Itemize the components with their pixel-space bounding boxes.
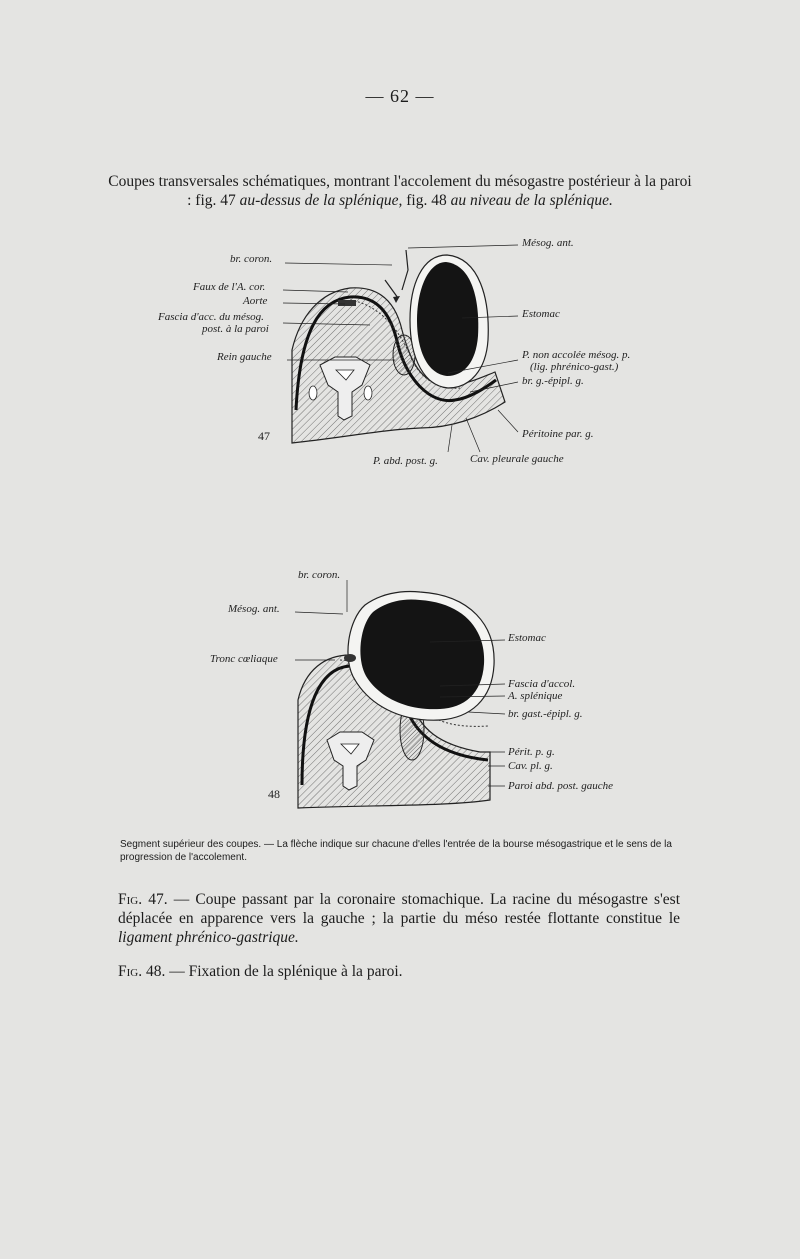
label-br-gast-48: br. gast.-épipl. g.	[508, 708, 583, 720]
label-a-splen-48: A. splénique	[508, 690, 563, 702]
caption-48-text: — Fixation de la splénique à la paroi.	[169, 963, 403, 980]
label-mesog-ant-47: Mésog. ant.	[522, 237, 574, 249]
stomach-cavity-47	[417, 262, 478, 376]
label-fascia-48: Fascia d'accol.	[508, 678, 576, 690]
caption-47-italic: ligament phrénico-gastrique.	[118, 929, 299, 946]
label-p-abd-47: P. abd. post. g.	[373, 455, 438, 467]
label-perit-48: Périt. p. g.	[508, 746, 555, 758]
caption-47-text: — Coupe passant par la coronaire stomachique. La racine du mésogastre s'est déplacée en apparence vers la gauche ; la partie du méso restée flottante constitue le	[118, 891, 681, 927]
caption-fig-48	[118, 962, 680, 981]
label-br-coron-47: br. coron.	[230, 253, 273, 265]
label-aorte-47: Aorte	[243, 295, 268, 307]
label-br-epipl-47: br. g.-épipl. g.	[522, 375, 584, 387]
label-p-non1-47: P. non accolée mésog. p.	[522, 349, 631, 361]
aorta-47	[338, 300, 356, 306]
label-fascia2-47: post. à la paroi	[202, 323, 269, 335]
label-fascia1-47: Fascia d'acc. du mésog.	[158, 311, 264, 323]
label-estomac-47: Estomac	[522, 308, 560, 320]
title-plain: Coupes transversales schématiques, montrant l'accolement du mésogastre postérieur à la paroi : fig. 47	[108, 173, 692, 209]
caption-48-label: Fig. 48.	[118, 963, 166, 980]
figure-number-48: 48	[268, 787, 280, 801]
label-mesog-ant-48: Mésog. ant.	[228, 603, 280, 615]
label-br-coron-48: br. coron.	[298, 569, 341, 581]
figure-47-drawing	[157, 237, 630, 467]
label-rein-47: Rein gauche	[217, 351, 272, 363]
label-cav-47: Cav. pleurale gauche	[470, 453, 564, 465]
label-cav-48: Cav. pl. g.	[508, 760, 553, 772]
figure-48-drawing	[210, 569, 613, 808]
title-mid: fig. 48	[406, 192, 447, 209]
caption-fig-47	[118, 890, 680, 947]
title-italic-1: au-dessus de la splénique,	[239, 192, 403, 209]
figure-number-47: 47	[258, 429, 270, 443]
label-p-non2-47: (lig. phrénico-gast.)	[530, 361, 619, 373]
label-paroi-48: Paroi abd. post. gauche	[508, 780, 613, 792]
label-faux-47: Faux de l'A. cor.	[193, 281, 266, 293]
label-tronc-48: Tronc cœliaque	[210, 653, 278, 665]
label-peritoine-47: Péritoine par. g.	[522, 428, 594, 440]
label-estomac-48: Estomac	[508, 632, 546, 644]
caption-47-label: Fig. 47.	[118, 891, 168, 908]
title-italic-2: au niveau de la splénique.	[450, 192, 613, 209]
figure-note: Segment supérieur des coupes. — La flèche indique sur chacune d'elles l'entrée de la bourse mésogastrique et le sens de la progression de l'accolement.	[120, 839, 672, 863]
page-number: — 62 —	[365, 86, 435, 106]
